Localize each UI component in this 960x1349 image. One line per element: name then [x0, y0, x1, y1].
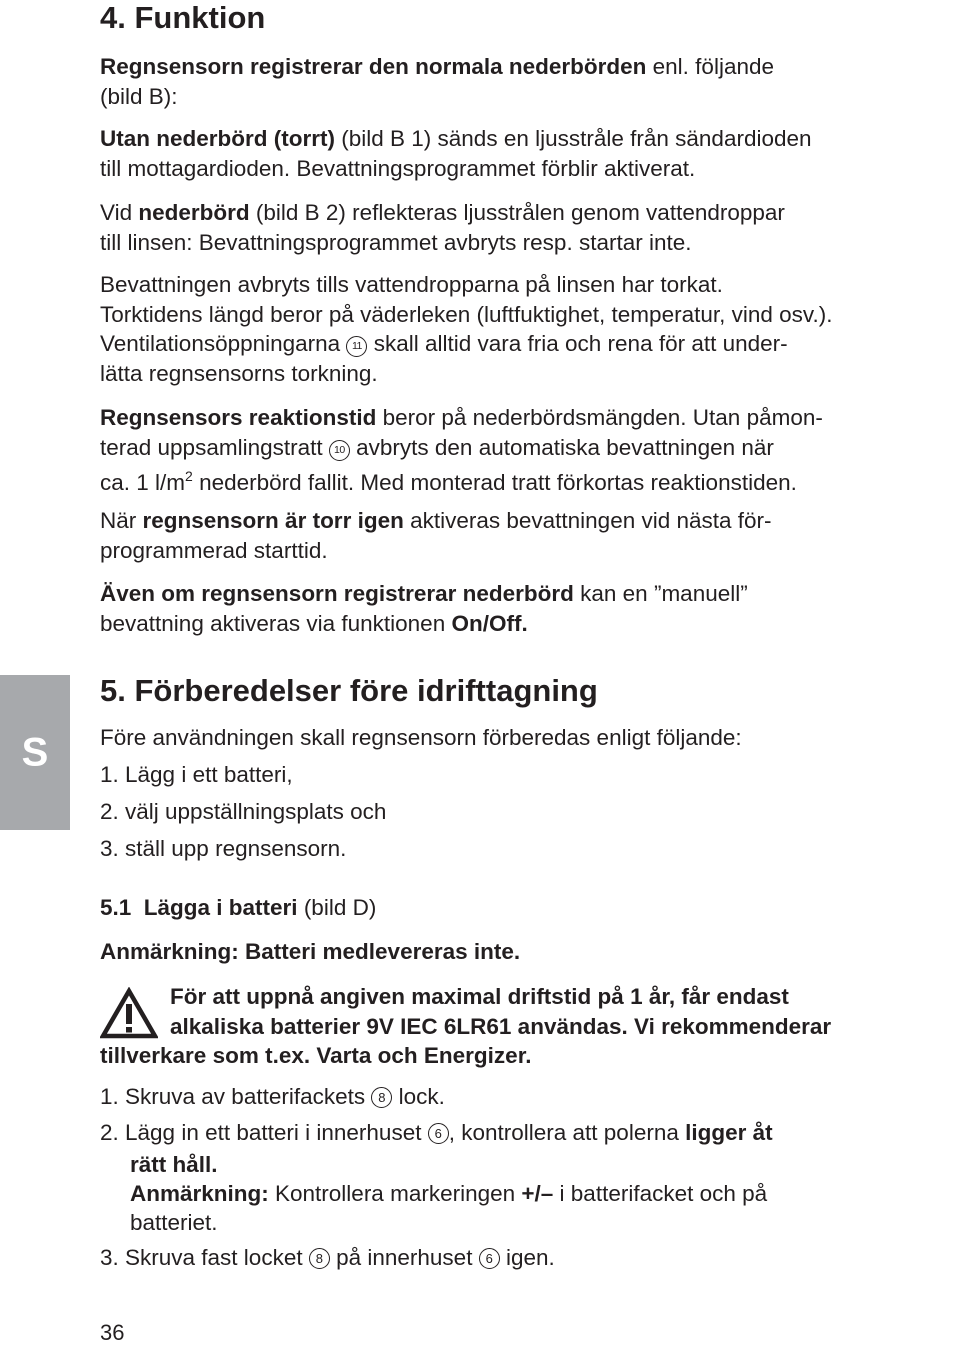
battery-step-2-continuation: rätt håll. [130, 1152, 218, 1177]
text-line: Bevattningen avbryts tills vattendropparna på linsen har torkat. [100, 272, 723, 297]
part-number-11-marker: 11 [346, 336, 367, 357]
text: 1. Skruva av batterifackets [100, 1084, 372, 1109]
text: enl. följande [646, 54, 775, 79]
text-line: till linsen: Bevattningsprogrammet avbryts resp. startar inte. [100, 229, 692, 255]
section-5-intro: Före användningen skall regnsensorn förberedas enligt följande: [100, 725, 742, 750]
text-line: tillverkare som t.ex. Varta och Energizer. [100, 1043, 532, 1068]
step-1: 1. Lägg i ett batteri, [100, 762, 293, 787]
superscript: 2 [185, 468, 193, 484]
emphasis: On/Off. [451, 610, 528, 636]
emphasis: Utan nederbörd (torrt) [100, 126, 335, 151]
section-4-heading: 4. Funktion [100, 0, 266, 35]
part-number-6-marker: 6 [428, 1123, 449, 1144]
text: Ventilationsöppningarna [100, 331, 347, 356]
battery-step-3 [100, 1245, 555, 1271]
part-number-10-marker: 10 [329, 440, 350, 461]
text-line: Torktidens längd beror på väderleken (luftfuktighet, temperatur, vind osv.). [100, 301, 833, 327]
emphasis: Anmärkning: [130, 1181, 269, 1206]
part-number-6-marker: 6 [479, 1248, 500, 1269]
emphasis: regnsensorn är torr igen [142, 508, 404, 533]
text: skall alltid vara fria och rena för att under- [367, 331, 788, 356]
emphasis: Regnsensorn registrerar den normala nederbörden [100, 54, 647, 79]
text: 2. Lägg in ett batteri i innerhuset [100, 1120, 428, 1145]
text: När [100, 508, 143, 533]
section-5-heading: 5. Förberedelser före idrifttagning [100, 673, 598, 708]
text: (bild B 1) sänds en ljusstråle från sändardioden [335, 126, 812, 151]
text: i batterifacket och på [553, 1181, 768, 1206]
text: på innerhuset [329, 1245, 479, 1270]
heading-bold: 5.1 Lägga i batteri [100, 895, 298, 920]
emphasis: nederbörd [138, 200, 250, 225]
text-line: till mottagardioden. Bevattningsprogrammet förblir aktiverat. [100, 155, 696, 181]
emphasis: Även om regnsensorn registrerar nederbörd [100, 581, 574, 606]
step-2: 2. välj uppställningsplats och [100, 799, 387, 824]
text: 3. Skruva fast locket [100, 1245, 309, 1270]
text: igen. [499, 1245, 555, 1270]
language-tab-letter: S [21, 730, 49, 774]
battery-step-2-note [130, 1179, 767, 1209]
section-5-1-heading [100, 895, 376, 921]
paragraph-reaction-time [100, 403, 940, 498]
text-line: (bild B): [100, 83, 178, 109]
text: Vid [100, 200, 139, 225]
emphasis: ligger åt [685, 1120, 773, 1145]
battery-step-1 [100, 1084, 445, 1110]
part-number-8-marker: 8 [371, 1087, 392, 1108]
emphasis: +/– [521, 1181, 554, 1206]
text: terad uppsamlingstratt [100, 434, 329, 460]
text-line: programmerad starttid. [100, 537, 328, 563]
text: avbryts den automatiska bevattningen när [349, 434, 774, 460]
heading-normal: (bild D) [297, 895, 377, 920]
text-line: lätta regnsensorns torkning. [100, 360, 378, 386]
paragraph-sensor-registers [100, 52, 940, 111]
text-line: För att uppnå angiven maximal driftstid på 1 år, får endast [170, 984, 789, 1009]
paragraph-precipitation [100, 198, 940, 257]
part-number-8-marker: 8 [309, 1248, 330, 1269]
battery-warning [100, 982, 940, 1071]
text: (bild B 2) reflekteras ljusstrålen genom vattendroppar [249, 200, 785, 225]
text: beror på nederbördsmängden. Utan påmon- [376, 405, 823, 430]
page-number: 36 [100, 1320, 125, 1345]
battery-step-2 [100, 1120, 773, 1146]
text-line: alkaliska batterier 9V IEC 6LR61 användas. Vi rekommenderar [170, 1013, 832, 1039]
battery-step-2-note-continuation: batteriet. [130, 1210, 218, 1235]
paragraph-dry [100, 124, 940, 183]
battery-note: Anmärkning: Batteri medlevereras inte. [100, 939, 521, 964]
step-3: 3. ställ upp regnsensorn. [100, 836, 347, 861]
text: nederbörd fallit. Med monterad tratt förkortas reaktionstiden. [192, 470, 797, 495]
text: lock. [392, 1084, 445, 1109]
text: , kontrollera att polerna [448, 1120, 686, 1145]
text: Kontrollera markeringen [268, 1181, 522, 1206]
paragraph-dry-again [100, 506, 940, 565]
paragraph-drying [100, 270, 940, 388]
text: ca. 1 l/m [100, 470, 186, 495]
text: aktiveras bevattningen vid nästa för- [403, 508, 772, 533]
text: bevattning aktiveras via funktionen [100, 610, 452, 636]
paragraph-manual [100, 579, 940, 638]
emphasis: Regnsensors reaktionstid [100, 405, 377, 430]
text: kan en ”manuell” [573, 581, 748, 606]
language-tab [0, 675, 70, 830]
